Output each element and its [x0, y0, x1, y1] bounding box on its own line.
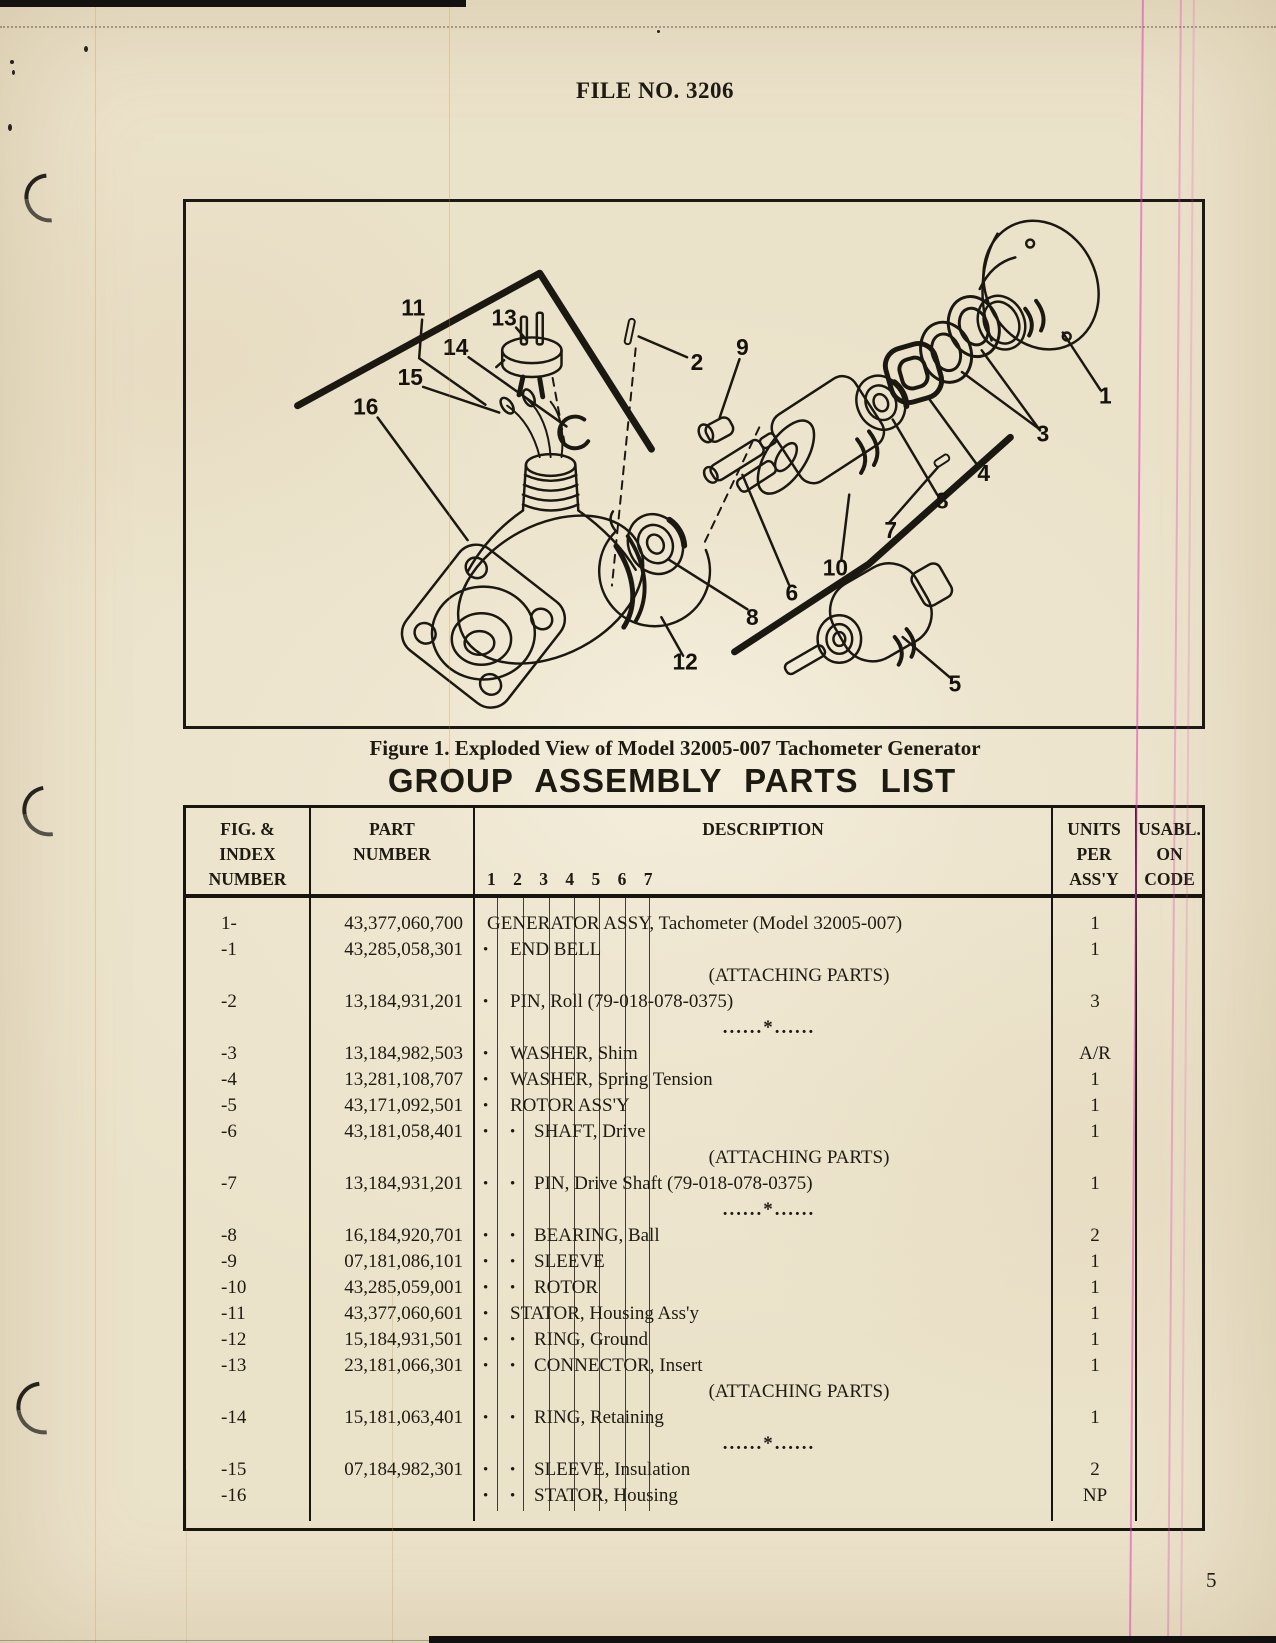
cell-units: 1	[1090, 1303, 1100, 1324]
cell-description	[475, 1171, 1053, 1197]
cell-units: 1	[1090, 1095, 1100, 1116]
table-row	[186, 1327, 1202, 1353]
paper-fold-line	[186, 1470, 187, 1643]
scan-edge-bar-bottom	[429, 1636, 1276, 1643]
description-text: END BELL	[510, 939, 602, 960]
table-row	[186, 1405, 1202, 1431]
cell-units	[1053, 1197, 1137, 1223]
cell-units	[1053, 1015, 1137, 1041]
cell-usable-code	[1137, 963, 1202, 989]
cell-fig-index: -4	[221, 1069, 237, 1090]
indent-dot: •	[510, 1462, 516, 1478]
figure-caption: Figure 1. Exploded View of Model 32005-007 Tachometer Generator	[369, 736, 981, 760]
cell-fig-index: -16	[221, 1485, 247, 1506]
indent-dot: •	[510, 1488, 516, 1504]
cell-part-number: 13,184,931,201	[344, 991, 463, 1012]
description-text: PIN, Roll (79-018-078-0375)	[510, 991, 734, 1012]
scan-scratch-line	[0, 26, 1276, 28]
cell-fig-index: -1	[221, 939, 237, 960]
cell-description	[475, 1249, 1053, 1275]
cell-usable-code	[1137, 1067, 1202, 1093]
cell-part-number	[311, 1483, 475, 1509]
cell-description	[475, 1457, 1053, 1483]
page-number: 5	[1206, 1568, 1217, 1592]
cell-units: 1	[1090, 939, 1100, 960]
leader-lines	[378, 320, 1101, 678]
binder-ring-mark	[6, 1371, 81, 1445]
separator-text: ......*......	[722, 1433, 816, 1454]
cell-part-number: 15,181,063,401	[344, 1407, 463, 1428]
cell-part-number	[311, 1431, 475, 1457]
figure-callout-8: 8	[935, 487, 949, 514]
table-row-separator	[186, 1197, 1202, 1223]
figure-callout-9: 9	[736, 334, 749, 361]
cell-usable-code	[1137, 911, 1202, 937]
cell-part-number: 07,181,086,101	[344, 1251, 463, 1272]
cell-part-number	[311, 1145, 475, 1171]
table-row-note	[186, 1379, 1202, 1405]
cell-units: A/R	[1079, 1043, 1111, 1064]
indent-dot: •	[483, 1176, 489, 1192]
cell-part-number	[311, 1015, 475, 1041]
figure-callout-7: 7	[884, 517, 898, 544]
attaching-parts-note: (ATTACHING PARTS)	[708, 965, 890, 986]
cell-units: 2	[1090, 1225, 1100, 1246]
cell-units: 1	[1090, 1407, 1100, 1428]
cell-fig-index: -12	[221, 1329, 247, 1350]
cell-part-number: 43,171,092,501	[344, 1095, 463, 1116]
cell-part-number: 43,181,058,401	[344, 1121, 463, 1142]
roll-pin-drawing	[624, 318, 635, 344]
cell-fig-index	[186, 1015, 311, 1041]
figure-svg	[186, 202, 1202, 726]
indent-dot: •	[510, 1332, 516, 1348]
cell-description	[475, 1431, 1053, 1457]
cell-description	[475, 937, 1053, 963]
indent-dot: •	[483, 1098, 489, 1114]
rotor-assembly-drawing	[783, 552, 955, 676]
indent-dot: •	[483, 1410, 489, 1426]
cell-description	[475, 1197, 1053, 1223]
cell-fig-index: -10	[221, 1277, 247, 1298]
parts-table	[183, 805, 1205, 1531]
description-text: SLEEVE, Insulation	[534, 1459, 691, 1480]
cell-fig-index: -6	[221, 1121, 237, 1142]
cell-description	[475, 1093, 1053, 1119]
description-text: SHAFT, Drive	[534, 1121, 646, 1142]
figure-frame	[183, 199, 1205, 729]
indent-dot: •	[483, 1488, 489, 1504]
cell-description	[475, 1483, 1053, 1509]
indent-dot: •	[510, 1124, 516, 1140]
scan-hairline-bottom	[0, 1640, 429, 1641]
separator-text: ......*......	[722, 1017, 816, 1038]
description-text: CONNECTOR, Insert	[534, 1355, 703, 1376]
figure-callout-8: 8	[746, 604, 759, 631]
description-text: WASHER, Shim	[510, 1043, 638, 1064]
cell-units	[1053, 1145, 1137, 1171]
description-text: RING, Ground	[534, 1329, 648, 1350]
table-row	[186, 937, 1202, 963]
cell-description	[475, 1223, 1053, 1249]
cell-fig-index: -3	[221, 1043, 237, 1064]
column-header-part-number: PART NUMBER	[311, 808, 475, 894]
parts-list-title: GROUP ASSEMBLY PARTS LIST	[387, 762, 957, 799]
cell-fig-index: -11	[221, 1303, 246, 1324]
cell-usable-code	[1137, 1093, 1202, 1119]
rotor-drawing	[735, 370, 890, 503]
description-text: PIN, Drive Shaft (79-018-078-0375)	[534, 1173, 813, 1194]
table-body	[186, 898, 1202, 1521]
cell-fig-index: -5	[221, 1095, 237, 1116]
table-row	[186, 989, 1202, 1015]
ink-speck	[10, 60, 14, 64]
figure-callout-11: 11	[401, 294, 426, 321]
cell-units	[1053, 1379, 1137, 1405]
figure-callout-15: 15	[397, 363, 423, 390]
cell-description	[475, 1067, 1053, 1093]
cell-fig-index: -8	[221, 1225, 237, 1246]
indent-dot: •	[483, 942, 489, 958]
indent-dot: •	[483, 1072, 489, 1088]
drive-shaft-pin-drawing	[933, 453, 950, 467]
table-row-note	[186, 963, 1202, 989]
cell-description	[475, 1041, 1053, 1067]
figure-callout-13: 13	[491, 304, 517, 331]
indent-dot: •	[483, 1046, 489, 1062]
indent-dot: •	[510, 1358, 516, 1374]
cell-description	[475, 1405, 1053, 1431]
cell-fig-index	[186, 1197, 311, 1223]
sleeve-drawing	[696, 415, 736, 445]
table-row	[186, 1067, 1202, 1093]
description-text: WASHER, Spring Tension	[510, 1069, 713, 1090]
cell-units: 1	[1090, 1329, 1100, 1350]
paper-fold-line	[392, 1290, 393, 1643]
ink-speck	[657, 30, 660, 33]
cell-units	[1053, 1431, 1137, 1457]
column-header-fig-index: FIG. & INDEX NUMBER	[186, 808, 311, 894]
description-text: STATOR, Housing	[534, 1485, 678, 1506]
cell-units: 1	[1090, 1277, 1100, 1298]
cell-description	[475, 1301, 1053, 1327]
cell-part-number: 13,281,108,707	[344, 1069, 463, 1090]
cell-part-number: 43,377,060,700	[344, 913, 463, 934]
attaching-parts-note: (ATTACHING PARTS)	[708, 1381, 890, 1402]
cell-part-number: 43,285,059,001	[344, 1277, 463, 1298]
table-row-separator	[186, 1015, 1202, 1041]
table-row	[186, 1483, 1202, 1509]
figure-callout-16: 16	[353, 393, 379, 420]
description-text: GENERATOR ASSY, Tachometer (Model 32005-007)	[487, 913, 903, 934]
indent-dot: •	[483, 1332, 489, 1348]
cell-part-number: 07,184,982,301	[344, 1459, 463, 1480]
column-header-description: DESCRIPTION 1 2 3 4 5 6 7	[475, 808, 1053, 894]
cell-units: 1	[1090, 1355, 1100, 1376]
cell-part-number: 43,377,060,601	[344, 1303, 463, 1324]
scan-edge-bar-top	[0, 0, 466, 7]
indent-dot: •	[510, 1254, 516, 1270]
cell-part-number: 43,285,058,301	[344, 939, 463, 960]
cell-description	[475, 911, 1053, 937]
table-row	[186, 1093, 1202, 1119]
cell-fig-index	[186, 1145, 311, 1171]
ink-speck	[12, 70, 15, 75]
cell-usable-code	[1137, 1041, 1202, 1067]
attaching-parts-note: (ATTACHING PARTS)	[708, 1147, 890, 1168]
table-row	[186, 1353, 1202, 1379]
ground-ring-drawing	[599, 511, 710, 626]
cell-part-number	[311, 1379, 475, 1405]
cell-part-number	[311, 1197, 475, 1223]
cell-units: 1	[1090, 1069, 1100, 1090]
cell-units: 1	[1090, 913, 1100, 934]
cell-fig-index	[186, 963, 311, 989]
indent-dot: •	[510, 1410, 516, 1426]
table-row	[186, 1457, 1202, 1483]
dashed-guides	[553, 348, 760, 585]
indent-dot: •	[483, 1228, 489, 1244]
cell-usable-code	[1137, 1145, 1202, 1171]
figure-callout-12: 12	[672, 648, 698, 675]
paper-fold-line	[95, 0, 96, 1643]
cell-units: 3	[1090, 991, 1100, 1012]
separator-text: ......*......	[722, 1199, 816, 1220]
end-bell-drawing	[962, 202, 1120, 369]
spring-washer-drawing	[881, 339, 946, 406]
cell-description	[475, 1327, 1053, 1353]
figure-callout-5: 5	[948, 670, 962, 697]
table-row	[186, 1119, 1202, 1145]
cell-part-number	[311, 963, 475, 989]
cell-units: 2	[1090, 1459, 1100, 1480]
cell-fig-index: 1-	[221, 913, 237, 934]
file-number-heading: FILE NO. 3206	[576, 78, 734, 103]
cell-usable-code	[1137, 1015, 1202, 1041]
description-text: RING, Retaining	[534, 1407, 664, 1428]
cell-usable-code	[1137, 989, 1202, 1015]
cell-part-number: 16,184,920,701	[344, 1225, 463, 1246]
figure-callout-4: 4	[977, 459, 991, 486]
indent-dot: •	[483, 994, 489, 1010]
cell-part-number: 13,184,982,503	[344, 1043, 463, 1064]
cell-description	[475, 1145, 1053, 1171]
description-text: ROTOR ASS'Y	[510, 1095, 630, 1116]
binder-ring-mark	[14, 164, 83, 233]
table-row	[186, 1301, 1202, 1327]
indent-dot: •	[510, 1176, 516, 1192]
cell-description	[475, 1379, 1053, 1405]
table-row	[186, 1041, 1202, 1067]
column-header-units: UNITS PER ASS'Y	[1053, 808, 1137, 894]
ink-speck	[84, 46, 88, 52]
parts-table-header	[186, 808, 1202, 898]
description-text: BEARING, Ball	[534, 1225, 660, 1246]
table-row	[186, 1249, 1202, 1275]
cell-usable-code	[1137, 1119, 1202, 1145]
column-header-usable: USABL. ON CODE	[1138, 819, 1201, 889]
cell-fig-index: -15	[221, 1459, 247, 1480]
cell-fig-index: -7	[221, 1173, 237, 1194]
cell-description	[475, 1275, 1053, 1301]
table-row-separator	[186, 1431, 1202, 1457]
indent-dot: •	[483, 1358, 489, 1374]
indent-dot: •	[510, 1280, 516, 1296]
indent-dot: •	[483, 1254, 489, 1270]
indent-dot: •	[483, 1306, 489, 1322]
cell-units	[1053, 963, 1137, 989]
cell-fig-index	[186, 1431, 311, 1457]
ink-speck	[8, 124, 12, 131]
cell-fig-index: -14	[221, 1407, 247, 1428]
cell-part-number: 15,184,931,501	[344, 1329, 463, 1350]
cell-part-number: 23,181,066,301	[344, 1355, 463, 1376]
table-row	[186, 1223, 1202, 1249]
paper-fold-line	[449, 0, 450, 790]
cell-part-number: 13,184,931,201	[344, 1173, 463, 1194]
indent-dot: •	[483, 1124, 489, 1140]
cell-description	[475, 1119, 1053, 1145]
figure-callout-1: 1	[1098, 382, 1112, 409]
description-text: ROTOR	[534, 1277, 599, 1298]
figure-callout-10: 10	[822, 554, 849, 581]
indent-dot: •	[483, 1462, 489, 1478]
table-row-note	[186, 1145, 1202, 1171]
cell-description	[475, 1015, 1053, 1041]
cell-usable-code	[1137, 1171, 1202, 1197]
cell-units: 1	[1090, 1121, 1100, 1142]
table-row	[186, 911, 1202, 937]
description-text: SLEEVE	[534, 1251, 605, 1272]
cell-fig-index: -13	[221, 1355, 247, 1376]
cell-fig-index: -2	[221, 991, 237, 1012]
cell-fig-index	[186, 1379, 311, 1405]
cell-units: 1	[1090, 1173, 1100, 1194]
indent-dot: •	[483, 1280, 489, 1296]
table-row	[186, 1171, 1202, 1197]
table-row	[186, 1275, 1202, 1301]
cell-description	[475, 1353, 1053, 1379]
figure-callout-3: 3	[1036, 420, 1050, 447]
cell-description	[475, 989, 1053, 1015]
figure-callout-6: 6	[785, 579, 799, 606]
cell-usable-code	[1137, 937, 1202, 963]
retaining-ring-drawing	[559, 417, 588, 449]
description-text: STATOR, Housing Ass'y	[510, 1303, 699, 1324]
figure-callout-2: 2	[690, 349, 704, 376]
indent-scale: 1 2 3 4 5 6 7	[487, 869, 653, 889]
bracket-lines	[298, 273, 1011, 652]
cell-units: 1	[1090, 1251, 1100, 1272]
figure-callout-14: 14	[443, 334, 469, 361]
cell-description	[475, 963, 1053, 989]
cell-fig-index: -9	[221, 1251, 237, 1272]
cell-units: NP	[1082, 1485, 1108, 1506]
indent-dot: •	[510, 1228, 516, 1244]
